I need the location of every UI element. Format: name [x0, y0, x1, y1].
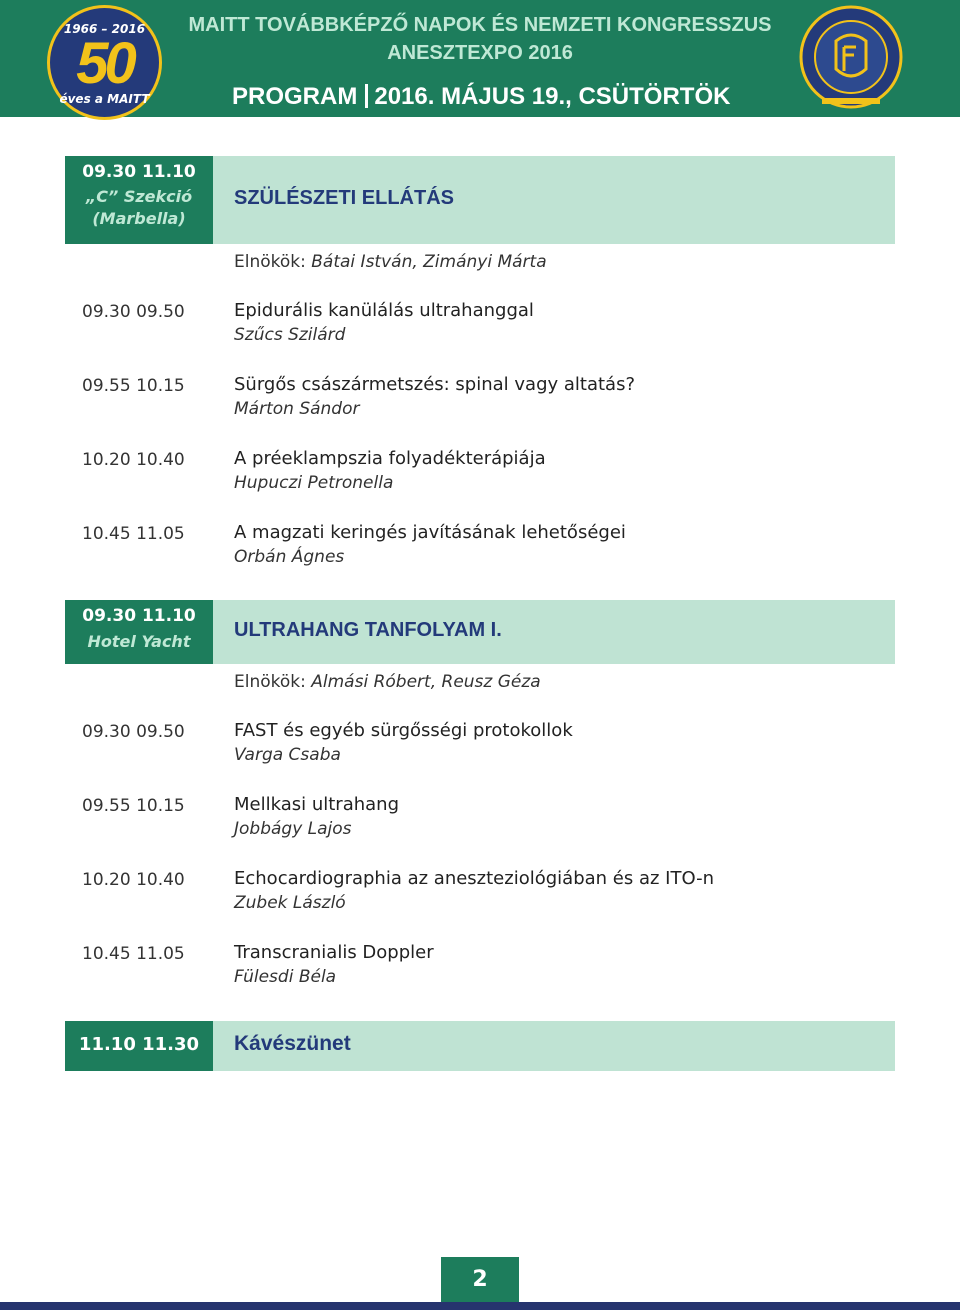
session-location: Hotel Yacht — [87, 632, 191, 651]
talk-speaker: Zubek László — [234, 893, 346, 913]
talk-speaker: Jobbágy Lajos — [234, 819, 352, 839]
chairs-label: Elnökök: — [234, 252, 306, 272]
program-date-line — [232, 83, 730, 111]
program-date: 2016. MÁJUS 19., CSÜTÖRTÖK — [374, 83, 731, 110]
talk-time: 10.45 11.05 — [82, 524, 185, 544]
logo-caption: éves a MAITT — [59, 92, 150, 106]
talk-title: Transcranialis Doppler — [234, 942, 434, 963]
talk-speaker: Orbán Ágnes — [234, 547, 345, 567]
talk-title: A magzati keringés javításának lehetőségei — [234, 522, 626, 543]
talk-time: 09.55 10.15 — [82, 376, 185, 396]
talk-speaker: Fülesdi Béla — [234, 967, 337, 987]
logo-number: 50 — [76, 31, 133, 96]
congress-title: MAITT TOVÁBBKÉPZŐ NAPOK ÉS NEMZETI KONGRESSZUS — [188, 14, 772, 36]
session-location: „C” Szekció (Marbella) — [85, 187, 193, 228]
talk-time: 09.55 10.15 — [82, 796, 185, 816]
talk-title: A préeklampszia folyadékterápiája — [234, 448, 546, 469]
session-time-box — [65, 156, 213, 244]
session-time: 09.30 11.10 — [82, 606, 196, 626]
talk-title: Sürgős császármetszés: spinal vagy altatás? — [234, 374, 636, 395]
talk-speaker: Márton Sándor — [234, 399, 360, 419]
talk-title: Echocardiographia az aneszteziológiában és az ITO-n — [234, 868, 715, 889]
congress-subtitle: ANESZTEXPO 2016 — [387, 42, 573, 64]
session-title: SZÜLÉSZETI ELLÁTÁS — [234, 187, 454, 209]
session-time: 09.30 11.10 — [82, 162, 196, 182]
chairs-names: Almási Róbert, Reusz Géza — [311, 672, 541, 692]
society-emblem — [792, 5, 910, 115]
session-title: ULTRAHANG TANFOLYAM I. — [234, 619, 502, 641]
title-divider — [365, 84, 368, 108]
program-label: PROGRAM — [232, 83, 358, 110]
talk-speaker: Hupuczi Petronella — [234, 473, 394, 493]
page-number: 2 — [441, 1257, 519, 1302]
talk-time: 10.45 11.05 — [82, 944, 185, 964]
footer-line — [0, 1302, 960, 1310]
talk-time: 10.20 10.40 — [82, 870, 185, 890]
break-label: Kávészünet — [234, 1032, 351, 1055]
talk-speaker: Szűcs Szilárd — [234, 325, 346, 345]
session-chairs — [234, 252, 547, 272]
session-chairs — [234, 672, 541, 692]
talk-title: Epidurális kanülálás ultrahanggal — [234, 300, 534, 321]
talk-speaker: Varga Csaba — [234, 745, 341, 765]
logo-years: 1966 – 2016 — [63, 22, 146, 36]
break-time: 11.10 11.30 — [78, 1034, 200, 1055]
talk-title: Mellkasi ultrahang — [234, 794, 400, 815]
talk-time: 10.20 10.40 — [82, 450, 185, 470]
chairs-names: Bátai István, Zimányi Márta — [311, 252, 547, 272]
talk-time: 09.30 09.50 — [82, 722, 185, 742]
talk-time: 09.30 09.50 — [82, 302, 185, 322]
anniversary-logo — [47, 5, 162, 120]
session-time-box — [65, 600, 213, 664]
talk-title: FAST és egyéb sürgősségi protokollok — [234, 720, 573, 741]
chairs-label: Elnökök: — [234, 672, 306, 692]
